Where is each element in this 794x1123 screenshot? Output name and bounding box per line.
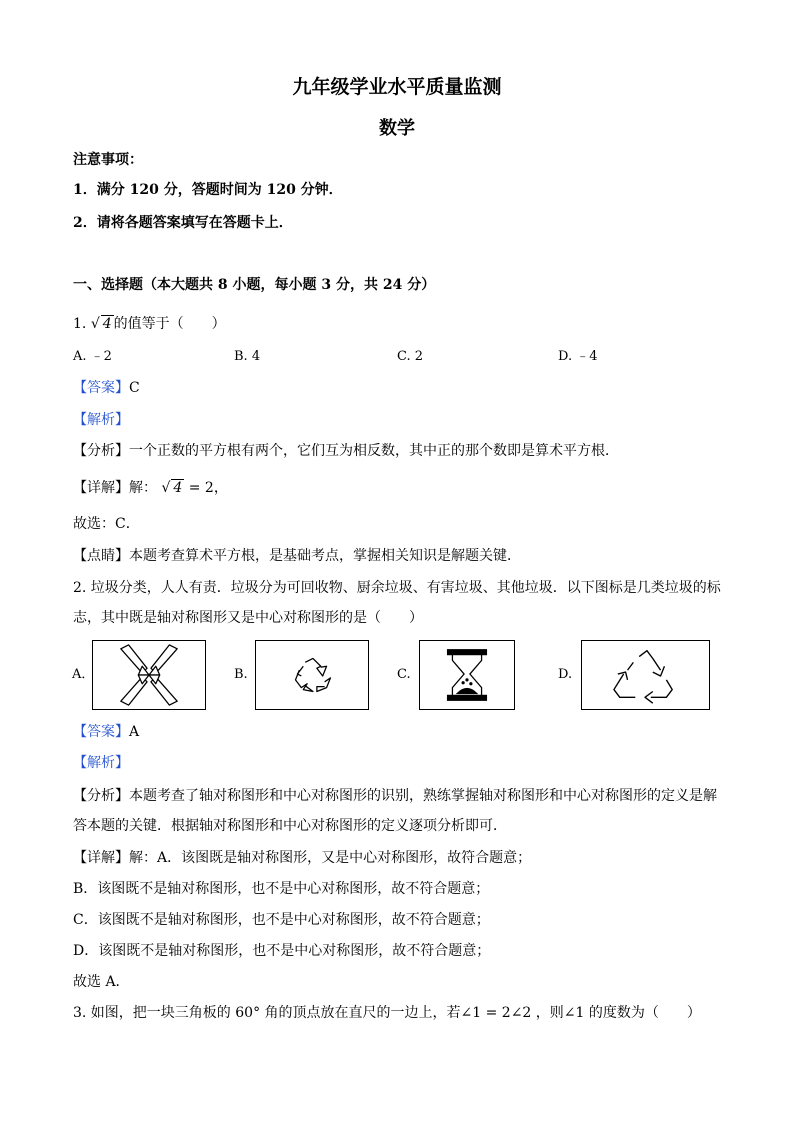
q1-dianjing: 【点睛】本题考查算术平方根，是基础考点，掌握相关知识是解题关键．	[73, 548, 521, 564]
q2-fenxi-line2: 答本题的关键．根据轴对称图形和中心对称图形的定义逐项分析即可．	[73, 818, 507, 834]
q1-stem-text: 的值等于（ ）	[113, 316, 226, 332]
figure-label-d: D.	[558, 667, 573, 682]
notes-heading: 注意事项：	[73, 152, 143, 168]
note-item: 2．请将各题答案填写在答题卡上．	[73, 215, 293, 231]
q1-option-c: C. 2	[397, 349, 424, 364]
section-heading: 一、选择题（本大题共 8 小题，每小题 3 分，共 24 分）	[73, 277, 436, 293]
note-item: 1．满分 120 分，答题时间为 120 分钟．	[73, 182, 343, 198]
q1-answer: 【答案】C	[73, 380, 140, 396]
q2-choose: 故选 A．	[73, 974, 130, 990]
xiangjie-tag: 【详解】	[73, 480, 129, 496]
q1-option-b: B. 4	[234, 349, 261, 364]
fenxi-tag: 【分析】	[73, 443, 129, 459]
figure-b-recycle-icon	[255, 640, 369, 710]
figure-label-b: B.	[234, 667, 248, 682]
answer-tag: 【答案】	[73, 724, 129, 740]
q1-option-a: A. ﹣2	[73, 349, 112, 364]
q2-answer: 【答案】A	[73, 724, 140, 740]
q1-choose: 故选：C．	[73, 516, 140, 532]
q2-fenxi-line1: 【分析】本题考查了轴对称图形和中心对称图形的识别，熟练掌握轴对称图形和中心对称图形的定义是解	[73, 788, 717, 804]
q2-line-d: D．该图既不是轴对称图形，也不是中心对称图形，故不符合题意；	[73, 943, 491, 959]
figure-a-arrows-icon	[92, 640, 206, 710]
q1-number: 1.	[73, 316, 87, 332]
q2-line-c: C．该图既不是轴对称图形，也不是中心对称图形，故不符合题意；	[73, 912, 490, 928]
figure-d-recycle-triangle-icon	[581, 640, 710, 710]
sqrt-symbol: √ 4	[90, 316, 112, 332]
analysis-tag: 【解析】	[73, 755, 129, 771]
xiangjie-tag: 【详解】	[73, 850, 129, 866]
q1-option-d: D. ﹣4	[558, 349, 598, 364]
q2-line-b: B．该图既不是轴对称图形，也不是中心对称图形，故不符合题意；	[73, 881, 490, 897]
q2-stem-line1: 2. 垃圾分类，人人有责．垃圾分为可回收物、厨余垃圾、有害垃圾、其他垃圾．以下图标是几类垃圾的标	[73, 580, 721, 596]
q3-stem: 3. 如图，把一块三角板的 60° 角的顶点放在直尺的一边上，若∠1 = 2∠2 ，则∠1 的度数为（ ）	[73, 1005, 701, 1021]
dianjing-tag: 【点睛】	[73, 548, 129, 564]
subject-title: 数学	[379, 118, 415, 139]
figure-label-a: A．	[72, 667, 95, 682]
exam-title: 九年级学业水平质量监测	[292, 76, 502, 98]
q1-stem	[73, 314, 226, 334]
analysis-tag: 【解析】	[73, 412, 129, 428]
figure-c-hourglass-icon	[419, 640, 515, 710]
q2-xiangjie: 【详解】解：A．该图既是轴对称图形，又是中心对称图形，故符合题意；	[73, 850, 532, 866]
q2-stem-line2: 志，其中既是轴对称图形又是中心对称图形的是（ ）	[73, 610, 423, 626]
figure-label-c: C.	[397, 667, 411, 682]
answer-tag: 【答案】	[73, 380, 129, 396]
q1-fenxi: 【分析】一个正数的平方根有两个，它们互为相反数，其中正的那个数即是算术平方根．	[73, 443, 619, 459]
fenxi-tag: 【分析】	[73, 788, 129, 804]
sqrt-symbol: √ 4	[161, 480, 183, 496]
q1-xiangjie: 【详解】解： √ 4 = 2，	[73, 480, 228, 496]
